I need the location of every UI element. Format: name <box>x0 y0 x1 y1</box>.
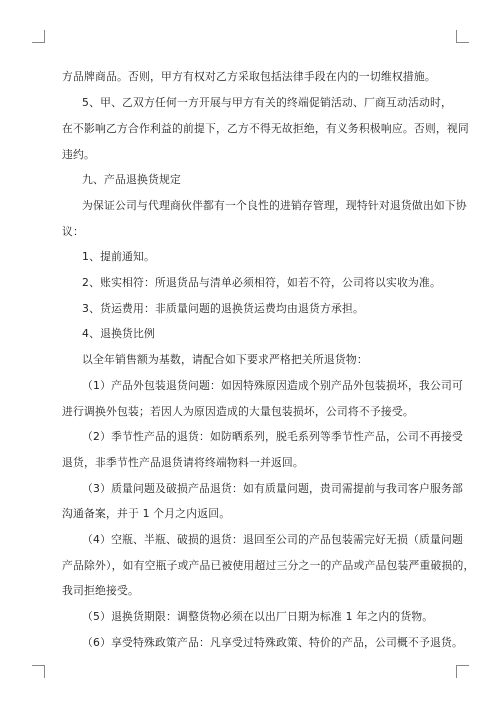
list-item: 2、账实相符：所退货品与清单必须相符，如若不符，公司将以实收为准。 <box>82 276 441 289</box>
paragraph-line: 以全年销售额为基数，请配合如下要求严格把关所退货物： <box>82 353 368 366</box>
paragraph-line: 退货，非季节性产品退货请将终端物料一并返回。 <box>62 456 304 469</box>
list-item: 1、提前通知。 <box>82 250 156 263</box>
paragraph-line: 进行调换外包装；若因人为原因造成的大量包装损坏，公司将不予接受。 <box>62 405 414 418</box>
list-item: （3）质量问题及破损产品退货：如有质量问题，贵司需提前与我司客户服务部 <box>82 482 463 495</box>
list-item: （4）空瓶、半瓶、破损的退货：退回至公司的产品包装需完好无损（质量问题 <box>82 533 463 546</box>
list-item: （2）季节性产品的退货：如防晒系列，脱毛系列等季节性产品，公司不再接受 <box>82 430 463 443</box>
section-heading: 九、产品退换货规定 <box>82 173 181 186</box>
paragraph-line: 我司拒绝接受。 <box>62 584 139 597</box>
list-item: 4、退换货比例 <box>82 327 156 340</box>
paragraph-line: 产品除外），如有空瓶子或产品已被使用超过三分之一的产品或产品包装严重破损的， <box>62 559 475 572</box>
list-item: （6）享受特殊政策产品：凡享受过特殊政策、特价的产品，公司概不予退货。 <box>82 636 463 649</box>
list-item: （1）产品外包装退货问题：如因特殊原因造成个别产品外包装损坏，我公司可 <box>82 379 463 392</box>
paragraph-line: 违约。 <box>62 148 95 161</box>
list-item: （5）退换货期限：调整货物必须在以出厂日期为标准 1 年之内的货物。 <box>82 610 434 623</box>
paragraph-line: 方品牌商品。否则，甲方有权对乙方采取包括法律手段在内的一切维权措施。 <box>62 70 436 83</box>
paragraph-line: 为保证公司与代理商伙伴都有一个良性的进销存管理，现特针对退货做出如下协 <box>82 199 467 212</box>
paragraph-line: 沟通备案，并于 1 个月之内返回。 <box>62 507 231 520</box>
paragraph-line: 议： <box>62 225 84 238</box>
paragraph-line: 在不影响乙方合作利益的前提下，乙方不得无故拒绝，有义务积极响应。否则，视同 <box>62 122 469 135</box>
paragraph-line: 5、甲、乙双方任何一方开展与甲方有关的终端促销活动、厂商互动活动时， <box>82 96 452 109</box>
list-item: 3、货运费用：非质量问题的退换货运费均由退货方承担。 <box>82 302 364 315</box>
